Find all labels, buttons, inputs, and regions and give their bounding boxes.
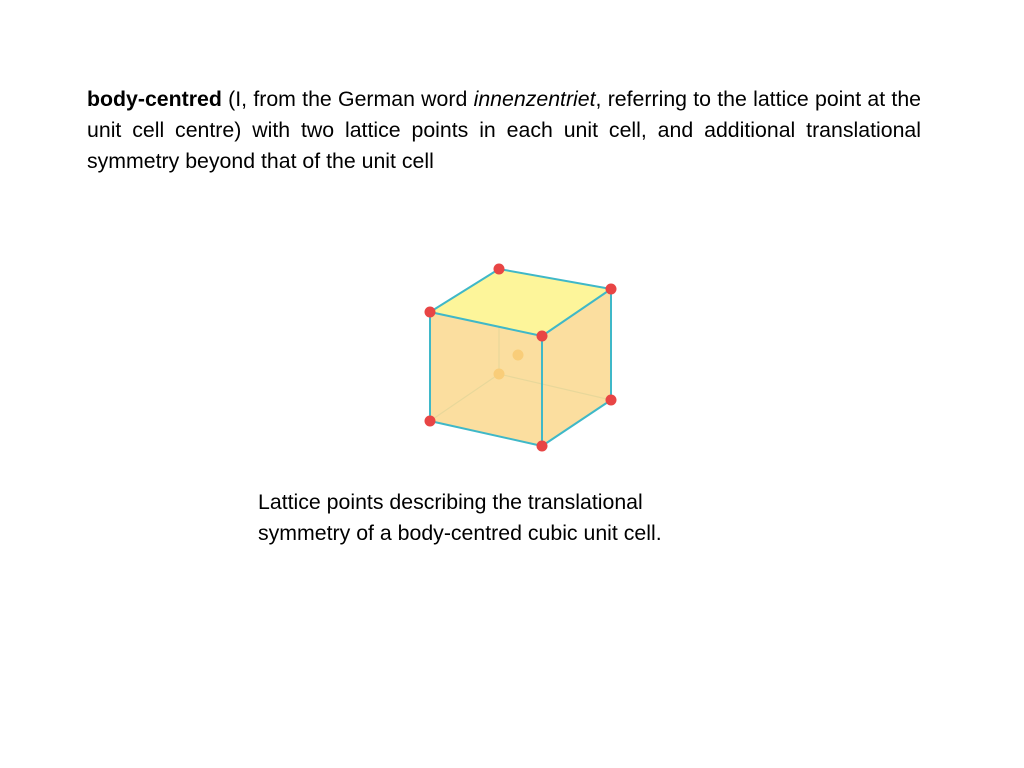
unit-cell-figure bbox=[410, 255, 630, 465]
corner-lattice-point bbox=[494, 264, 505, 275]
definition-italic-word: innenzentriet bbox=[473, 87, 596, 111]
figure-caption: Lattice points describing the translational symmetry of a body-centred cubic unit cell. bbox=[258, 490, 662, 545]
definition-term: body-centred bbox=[87, 87, 222, 111]
corner-lattice-point bbox=[606, 284, 617, 295]
corner-lattice-point bbox=[537, 441, 548, 452]
corner-lattice-point bbox=[537, 331, 548, 342]
definition-text-before: (I, from the German word bbox=[221, 87, 474, 111]
corner-lattice-point bbox=[606, 395, 617, 406]
body-centred-cubic-diagram bbox=[410, 255, 630, 465]
definition-paragraph bbox=[87, 84, 921, 177]
corner-lattice-point bbox=[425, 307, 436, 318]
corner-lattice-point bbox=[425, 416, 436, 427]
definition-text-after: , referring to the lattice point at the unit cell centre) with two lattice points in each unit cell, and additional translational symmetry beyond that of the unit cell bbox=[87, 87, 922, 173]
